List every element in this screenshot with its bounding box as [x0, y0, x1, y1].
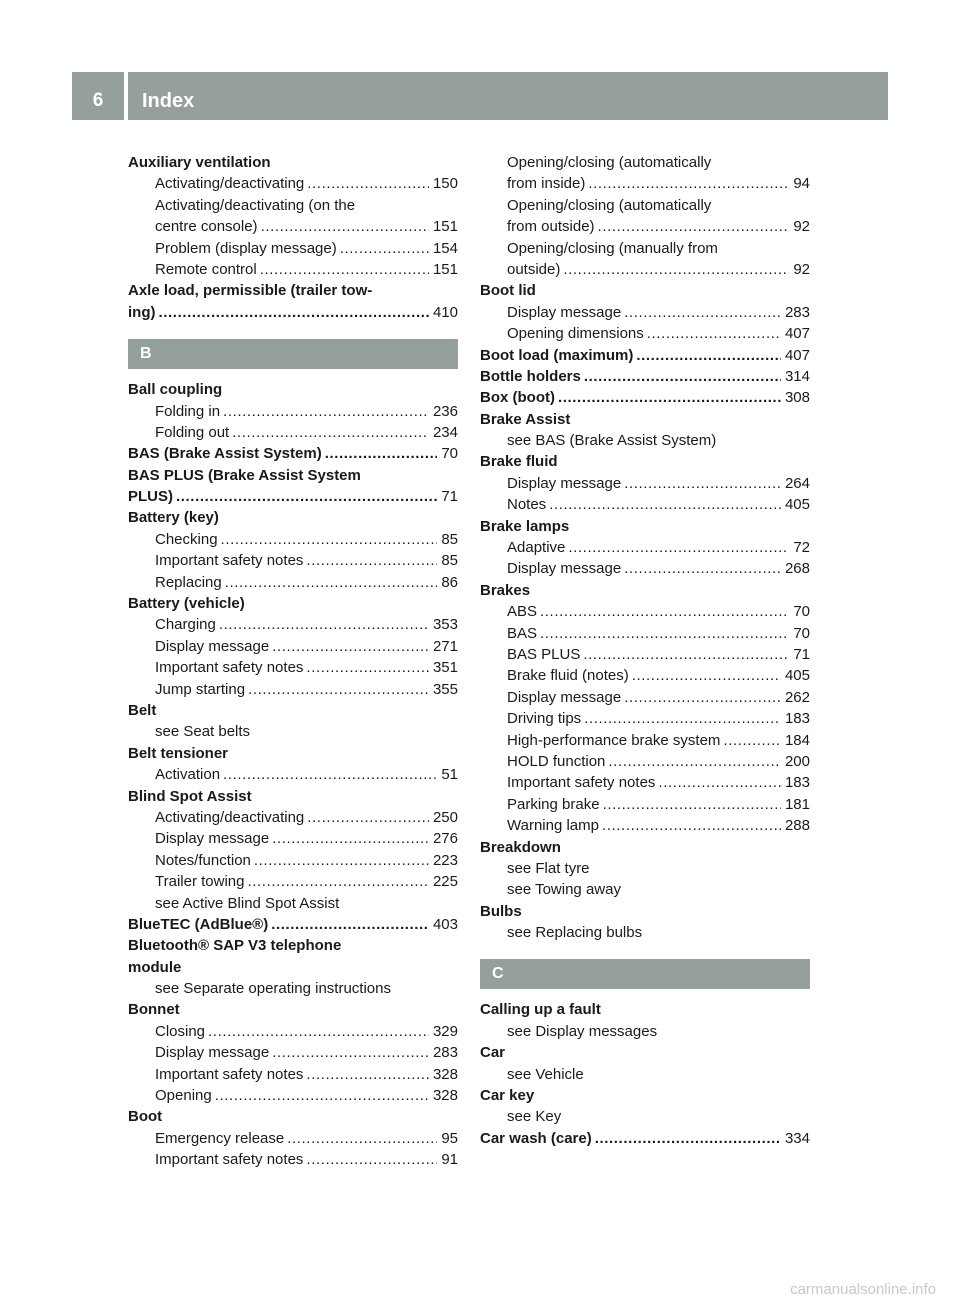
page-reference[interactable]: 403: [432, 915, 458, 933]
dot-leader: [272, 636, 429, 657]
index-entry: [480, 1042, 810, 1063]
index-subentry[interactable]: [480, 815, 810, 836]
page-reference[interactable]: 51: [441, 766, 458, 784]
index-subentry[interactable]: [128, 1149, 458, 1170]
index-subentry[interactable]: [480, 730, 810, 751]
entry-text: BAS: [507, 624, 538, 642]
index-subentry[interactable]: [128, 871, 458, 892]
index-subentry[interactable]: [128, 1128, 458, 1149]
page-reference[interactable]: 405: [784, 496, 810, 514]
entry-text: see Replacing bulbs: [507, 924, 643, 942]
entry-text: High-performance brake system: [507, 731, 721, 749]
index-subentry: [128, 195, 458, 216]
entry-text: from inside): [507, 175, 586, 193]
page-reference[interactable]: 183: [784, 710, 810, 728]
index-subentry: [480, 879, 810, 900]
entry-text: Battery (key): [128, 509, 219, 527]
index-subentry[interactable]: [480, 302, 810, 323]
dot-leader: [225, 572, 438, 593]
entry-text: Trailer towing: [155, 873, 245, 891]
page-reference[interactable]: 70: [793, 624, 810, 642]
entry-text: Boot load (maximum): [480, 346, 634, 364]
index-entry[interactable]: [128, 302, 458, 323]
entry-text: Brake fluid: [480, 453, 558, 471]
entry-text: Parking brake: [507, 795, 600, 813]
entry-text: Driving tips: [507, 710, 582, 728]
page-reference[interactable]: 308: [784, 389, 810, 407]
entry-text: see Display messages: [507, 1022, 658, 1040]
index-subentry[interactable]: [128, 850, 458, 871]
page-reference[interactable]: 288: [784, 817, 810, 835]
page-reference[interactable]: 150: [432, 175, 458, 193]
section-header: C: [480, 959, 810, 989]
index-subentry[interactable]: [128, 529, 458, 550]
index-subentry[interactable]: [128, 173, 458, 194]
index-entry: [480, 1085, 810, 1106]
dot-leader: [307, 173, 429, 194]
page-reference[interactable]: 410: [432, 303, 458, 321]
page-reference[interactable]: 234: [432, 423, 458, 441]
dot-leader: [540, 623, 789, 644]
entry-text: Car key: [480, 1087, 535, 1105]
entry-text: Activating/deactivating (on the: [155, 196, 356, 214]
index-entry[interactable]: [480, 345, 810, 366]
index-subentry: [480, 1021, 810, 1042]
index-entry: [480, 901, 810, 922]
entry-text: BlueTEC (AdBlue®): [128, 915, 269, 933]
index-subentry[interactable]: [480, 259, 810, 280]
dot-leader: [595, 1128, 781, 1149]
index-subentry[interactable]: [480, 537, 810, 558]
header-bar: [72, 72, 888, 120]
index-subentry: [480, 430, 810, 451]
index-subentry[interactable]: [480, 216, 810, 237]
page-title: Index: [142, 90, 195, 112]
entry-text: Bonnet: [128, 1001, 180, 1019]
index-subentry[interactable]: [480, 751, 810, 772]
index-entry: [480, 409, 810, 430]
index-entry[interactable]: [480, 387, 810, 408]
dot-leader: [340, 238, 429, 259]
dot-leader: [624, 687, 781, 708]
page-reference[interactable]: 250: [432, 808, 458, 826]
dot-leader: [306, 550, 437, 571]
dot-leader: [254, 850, 429, 871]
dot-leader: [272, 828, 429, 849]
index-entry: [128, 700, 458, 721]
dot-leader: [261, 216, 429, 237]
entry-text: module: [128, 958, 182, 976]
page-reference[interactable]: 92: [793, 260, 810, 278]
dot-leader: [568, 537, 789, 558]
dot-leader: [588, 173, 789, 194]
index-subentry[interactable]: [128, 422, 458, 443]
entry-text: see Vehicle: [507, 1065, 584, 1083]
entry-text: Closing: [155, 1022, 206, 1040]
index-entry: [128, 957, 458, 978]
entry-text: HOLD function: [507, 752, 606, 770]
entry-text: Belt: [128, 701, 157, 719]
index-subentry: [480, 238, 810, 259]
entry-text: centre console): [155, 218, 258, 236]
dot-leader: [208, 1021, 429, 1042]
index-subentry[interactable]: [480, 173, 810, 194]
dot-leader: [583, 644, 789, 665]
entry-text: Boot lid: [480, 282, 536, 300]
entry-text: Folding out: [155, 423, 230, 441]
index-entry[interactable]: [480, 366, 810, 387]
entry-text: Opening: [155, 1087, 212, 1105]
index-subentry[interactable]: [128, 550, 458, 571]
dot-leader: [306, 657, 429, 678]
entry-text: Replacing: [155, 573, 222, 591]
page-reference[interactable]: 94: [793, 175, 810, 193]
dot-leader: [306, 1149, 437, 1170]
entry-text: see BAS (Brake Assist System): [507, 432, 717, 450]
index-entry: [480, 837, 810, 858]
index-subentry[interactable]: [480, 708, 810, 729]
index-subentry[interactable]: [480, 772, 810, 793]
entry-text: from outside): [507, 218, 595, 236]
index-subentry: [128, 721, 458, 742]
index-entry[interactable]: [128, 443, 458, 464]
dot-leader: [260, 259, 429, 280]
entry-text: Display message: [507, 688, 622, 706]
index-entry: [128, 280, 458, 301]
entry-text: Battery (vehicle): [128, 595, 245, 613]
index-entry: [128, 465, 458, 486]
index-entry: [128, 152, 458, 173]
page-reference[interactable]: 236: [432, 402, 458, 420]
dot-leader: [325, 443, 438, 464]
index-subentry[interactable]: [128, 636, 458, 657]
index-subentry[interactable]: [128, 1042, 458, 1063]
dot-leader: [598, 216, 790, 237]
index-entry[interactable]: [128, 914, 458, 935]
page-reference[interactable]: 407: [784, 325, 810, 343]
entry-text: Brake fluid (notes): [507, 667, 629, 685]
entry-text: Bluetooth® SAP V3 telephone: [128, 937, 342, 955]
dot-leader: [176, 486, 437, 507]
page-reference[interactable]: 71: [441, 488, 458, 506]
dot-leader: [624, 473, 781, 494]
index-subentry[interactable]: [128, 259, 458, 280]
index-entry: [128, 786, 458, 807]
entry-text: Car: [480, 1044, 506, 1062]
page-reference[interactable]: 70: [793, 603, 810, 621]
entry-text: Warning lamp: [507, 817, 599, 835]
dot-leader: [647, 323, 781, 344]
dot-leader: [159, 302, 429, 323]
dot-leader: [287, 1128, 437, 1149]
entry-text: Adaptive: [507, 539, 566, 557]
page-reference[interactable]: 71: [793, 645, 810, 663]
page-reference[interactable]: 183: [784, 774, 810, 792]
index-subentry[interactable]: [480, 644, 810, 665]
entry-text: Display message: [155, 1044, 270, 1062]
dot-leader: [549, 494, 781, 515]
dot-leader: [221, 529, 438, 550]
dot-leader: [658, 772, 781, 793]
entry-text: see Active Blind Spot Assist: [155, 894, 340, 912]
page-reference[interactable]: 85: [441, 530, 458, 548]
entry-text: Charging: [155, 616, 216, 634]
entry-text: see Flat tyre: [507, 859, 590, 877]
index-subentry: [480, 922, 810, 943]
index-subentry[interactable]: [128, 828, 458, 849]
entry-text: Display message: [507, 560, 622, 578]
index-subentry[interactable]: [128, 764, 458, 785]
dot-leader: [624, 302, 781, 323]
index-subentry[interactable]: [128, 1021, 458, 1042]
entry-text: Display message: [155, 637, 270, 655]
page-reference[interactable]: 283: [432, 1044, 458, 1062]
page-reference[interactable]: 181: [784, 795, 810, 813]
entry-text: Emergency release: [155, 1129, 285, 1147]
dot-leader: [602, 815, 781, 836]
entry-text: see Key: [507, 1108, 562, 1126]
dot-leader: [306, 1064, 429, 1085]
page-reference[interactable]: 353: [432, 616, 458, 634]
index-subentry: [480, 858, 810, 879]
index-entry: [480, 999, 810, 1020]
index-subentry[interactable]: [480, 623, 810, 644]
page-reference[interactable]: 268: [784, 560, 810, 578]
index-subentry[interactable]: [128, 1064, 458, 1085]
index-subentry[interactable]: [480, 794, 810, 815]
entry-text: BAS PLUS (Brake Assist System: [128, 466, 361, 484]
index-subentry[interactable]: [480, 665, 810, 686]
dot-leader: [271, 914, 429, 935]
dot-leader: [603, 794, 781, 815]
dot-leader: [540, 601, 789, 622]
index-subentry[interactable]: [128, 807, 458, 828]
entry-text: Ball coupling: [128, 381, 223, 399]
page-reference[interactable]: 355: [432, 680, 458, 698]
index-subentry[interactable]: [480, 323, 810, 344]
index-subentry[interactable]: [128, 679, 458, 700]
dot-leader: [584, 366, 781, 387]
entry-text: Bulbs: [480, 902, 522, 920]
entry-text: Brakes: [480, 581, 531, 599]
page-reference[interactable]: 154: [432, 239, 458, 257]
index-subentry[interactable]: [128, 1085, 458, 1106]
page-reference[interactable]: 276: [432, 830, 458, 848]
index-subentry[interactable]: [128, 401, 458, 422]
page-reference[interactable]: 223: [432, 851, 458, 869]
entry-text: Important safety notes: [155, 1151, 304, 1169]
page-reference[interactable]: 283: [784, 303, 810, 321]
page-reference[interactable]: 184: [784, 731, 810, 749]
entry-text: Box (boot): [480, 389, 555, 407]
entry-text: Activation: [155, 766, 221, 784]
page-reference[interactable]: 225: [432, 873, 458, 891]
entry-text: Boot: [128, 1108, 163, 1126]
entry-text: Car wash (care): [480, 1129, 592, 1147]
entry-text: Brake Assist: [480, 410, 571, 428]
index-entry: [128, 935, 458, 956]
dot-leader: [563, 259, 789, 280]
dot-leader: [723, 730, 781, 751]
dot-leader: [608, 751, 781, 772]
index-subentry[interactable]: [128, 572, 458, 593]
index-entry: [128, 593, 458, 614]
dot-leader: [558, 387, 781, 408]
section-header: B: [128, 339, 458, 369]
page-reference[interactable]: 70: [441, 445, 458, 463]
index-subentry[interactable]: [128, 238, 458, 259]
dot-leader: [247, 871, 428, 892]
entry-text: Remote control: [155, 260, 257, 278]
entry-text: Display message: [507, 474, 622, 492]
index-subentry[interactable]: [480, 687, 810, 708]
index-subentry[interactable]: [128, 614, 458, 635]
entry-text: see Separate operating instructions: [155, 980, 391, 998]
page-reference[interactable]: 271: [432, 637, 458, 655]
dot-leader: [248, 679, 429, 700]
entry-text: Opening dimensions: [507, 325, 644, 343]
entry-text: BAS PLUS: [507, 645, 581, 663]
index-entry: [128, 507, 458, 528]
header-divider: [124, 72, 128, 120]
index-entry: [128, 1106, 458, 1127]
entry-text: Display message: [507, 303, 622, 321]
page-reference[interactable]: 329: [432, 1022, 458, 1040]
entry-text: Important safety notes: [155, 552, 304, 570]
index-subentry[interactable]: [480, 558, 810, 579]
entry-text: Display message: [155, 830, 270, 848]
page-reference[interactable]: 262: [784, 688, 810, 706]
dot-leader: [215, 1085, 429, 1106]
page-reference[interactable]: 328: [432, 1087, 458, 1105]
index-entry: [480, 280, 810, 301]
page-reference[interactable]: 264: [784, 474, 810, 492]
index-entry[interactable]: [128, 486, 458, 507]
page-number: 6: [92, 90, 104, 111]
entry-text: Notes: [507, 496, 547, 514]
page-reference[interactable]: 334: [784, 1129, 810, 1147]
dot-leader: [223, 764, 437, 785]
entry-text: Opening/closing (automatically: [507, 196, 712, 214]
entry-text: Important safety notes: [155, 659, 304, 677]
entry-text: Jump starting: [155, 680, 246, 698]
dot-leader: [636, 345, 781, 366]
index-entry: [128, 999, 458, 1020]
entry-text: Activating/deactivating: [155, 808, 305, 826]
index-subentry: [480, 195, 810, 216]
page-reference[interactable]: 95: [441, 1129, 458, 1147]
dot-leader: [219, 614, 429, 635]
page-reference[interactable]: 151: [432, 260, 458, 278]
index-subentry[interactable]: [480, 601, 810, 622]
index-subentry: [480, 1064, 810, 1085]
entry-text: outside): [507, 260, 561, 278]
dot-leader: [232, 422, 429, 443]
index-entry: [480, 580, 810, 601]
index-subentry[interactable]: [128, 216, 458, 237]
index-subentry[interactable]: [480, 473, 810, 494]
entry-text: Folding in: [155, 402, 221, 420]
page-reference[interactable]: 72: [793, 539, 810, 557]
index-subentry: [128, 978, 458, 999]
dot-leader: [584, 708, 781, 729]
entry-text: Calling up a fault: [480, 1001, 601, 1019]
entry-text: PLUS): [128, 488, 173, 506]
index-entry: [128, 379, 458, 400]
page-reference[interactable]: 314: [784, 367, 810, 385]
dot-leader: [307, 807, 429, 828]
index-subentry: [480, 152, 810, 173]
index-column-right: [480, 152, 810, 1149]
index-subentry: [480, 1106, 810, 1127]
entry-text: ing): [128, 303, 156, 321]
index-column-left: [128, 152, 458, 1171]
index-entry: [480, 516, 810, 537]
dot-leader: [624, 558, 781, 579]
entry-text: Activating/deactivating: [155, 175, 305, 193]
dot-leader: [632, 665, 781, 686]
index-entry: [128, 743, 458, 764]
dot-leader: [223, 401, 429, 422]
index-subentry[interactable]: [480, 494, 810, 515]
entry-text: Auxiliary ventilation: [128, 154, 271, 171]
entry-text: Bottle holders: [480, 367, 581, 385]
entry-text: BAS (Brake Assist System): [128, 445, 322, 463]
watermark[interactable]: carmanualsonline.info: [790, 1281, 936, 1298]
entry-text: see Towing away: [507, 881, 621, 899]
page-reference[interactable]: 328: [432, 1065, 458, 1083]
page-reference[interactable]: 407: [784, 346, 810, 364]
index-entry[interactable]: [480, 1128, 810, 1149]
entry-text: Opening/closing (automatically: [507, 154, 712, 171]
entry-text: Problem (display message): [155, 239, 337, 257]
entry-text: Brake lamps: [480, 517, 570, 535]
page-reference[interactable]: 92: [793, 218, 810, 236]
page-reference[interactable]: 151: [432, 218, 458, 236]
entry-text: Axle load, permissible (trailer tow-: [128, 282, 373, 300]
dot-leader: [272, 1042, 429, 1063]
index-subentry[interactable]: [128, 657, 458, 678]
entry-text: Blind Spot Assist: [128, 787, 252, 805]
entry-text: ABS: [507, 603, 538, 621]
page-reference[interactable]: 200: [784, 752, 810, 770]
page-reference[interactable]: 85: [441, 552, 458, 570]
page-reference[interactable]: 91: [441, 1151, 458, 1169]
entry-text: see Seat belts: [155, 723, 251, 741]
entry-text: Opening/closing (manually from: [507, 239, 718, 257]
entry-text: Breakdown: [480, 838, 561, 856]
page-reference[interactable]: 351: [432, 659, 458, 677]
entry-text: Checking: [155, 530, 218, 548]
entry-text: Important safety notes: [507, 774, 656, 792]
entry-text: Important safety notes: [155, 1065, 304, 1083]
entry-text: Notes/function: [155, 851, 251, 869]
page-reference[interactable]: 405: [784, 667, 810, 685]
page-reference[interactable]: 86: [441, 573, 458, 591]
index-entry: [480, 451, 810, 472]
index-subentry: [128, 893, 458, 914]
entry-text: Belt tensioner: [128, 744, 229, 762]
